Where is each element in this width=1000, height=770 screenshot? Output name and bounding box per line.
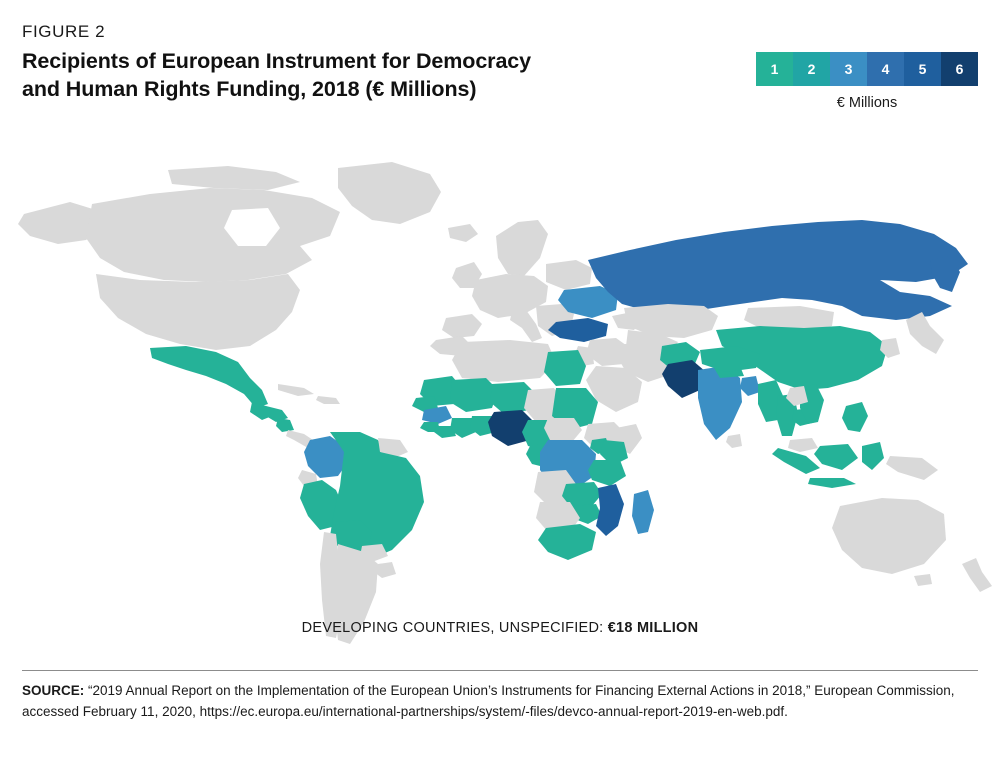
region-iberia (442, 314, 482, 338)
source-label: SOURCE: (22, 683, 85, 698)
region-south-africa (538, 524, 596, 560)
legend-caption: € Millions (836, 95, 898, 111)
region-japan (906, 312, 944, 354)
legend-swatch-6: 6 (941, 52, 978, 86)
map-landmasses (18, 162, 992, 644)
legend (756, 52, 978, 111)
region-mozambique (596, 484, 624, 536)
region-sri-lanka (726, 434, 742, 448)
region-hispaniola (316, 396, 340, 404)
source-note (22, 681, 962, 722)
region-australia (832, 498, 946, 574)
world-choropleth-map (0, 140, 1000, 660)
figure-label: FIGURE 2 (22, 22, 106, 41)
region-scandinavia (496, 220, 548, 276)
map-annotation-prefix: DEVELOPING COUNTRIES, UNSPECIFIED: (301, 620, 608, 636)
source-text: “2019 Annual Report on the Implementation of the European Union’s Instruments for Financing External Actions in 2018,” European Commission, accessed February 11, 2020, https://ec.europa.eu/international-partnerships/system/-files/devco-annual-report-2019-en-web.pdf. (22, 683, 955, 719)
region-indonesia-java (808, 478, 856, 488)
source-divider (22, 670, 978, 671)
region-russia (588, 220, 968, 320)
region-united-states (96, 274, 300, 350)
region-greenland (338, 162, 441, 224)
legend-swatch-1: 1 (756, 52, 793, 86)
legend-swatch-5: 5 (904, 52, 941, 86)
map-svg (0, 140, 1000, 660)
region-indonesia-borneo (814, 444, 858, 470)
region-belarus-baltics (546, 260, 592, 290)
region-mexico (150, 346, 268, 408)
map-annotation-value: €18 MILLION (607, 620, 699, 636)
map-annotation (0, 620, 1000, 636)
region-philippines (842, 402, 868, 432)
region-canada (86, 188, 340, 282)
region-egypt (544, 350, 586, 386)
region-new-zealand (962, 558, 992, 592)
region-canada-arctic-islands (168, 166, 300, 190)
figure-title-line-1: Recipients of European Instrument for Democracy (22, 49, 532, 73)
region-malaysia (788, 438, 818, 452)
region-indonesia-sulawesi (862, 442, 884, 470)
legend-swatch-3: 3 (830, 52, 867, 86)
figure-header (22, 22, 742, 103)
region-nicaragua (276, 418, 294, 432)
legend-swatch-2: 2 (793, 52, 830, 86)
region-indonesia-sumatra (772, 448, 820, 474)
region-papua-new-guinea (886, 456, 938, 480)
page-title (22, 48, 742, 103)
region-tasmania (914, 574, 932, 586)
region-iceland (448, 224, 478, 242)
region-cuba (278, 384, 314, 396)
legend-swatches (756, 52, 978, 86)
region-central-african-republic (544, 418, 582, 442)
region-algeria-libya (452, 340, 556, 382)
region-bangladesh (740, 376, 760, 396)
legend-swatch-4: 4 (867, 52, 904, 86)
figure-title-line-2: and Human Rights Funding, 2018 (€ Millions) (22, 76, 477, 101)
region-madagascar (632, 490, 654, 534)
